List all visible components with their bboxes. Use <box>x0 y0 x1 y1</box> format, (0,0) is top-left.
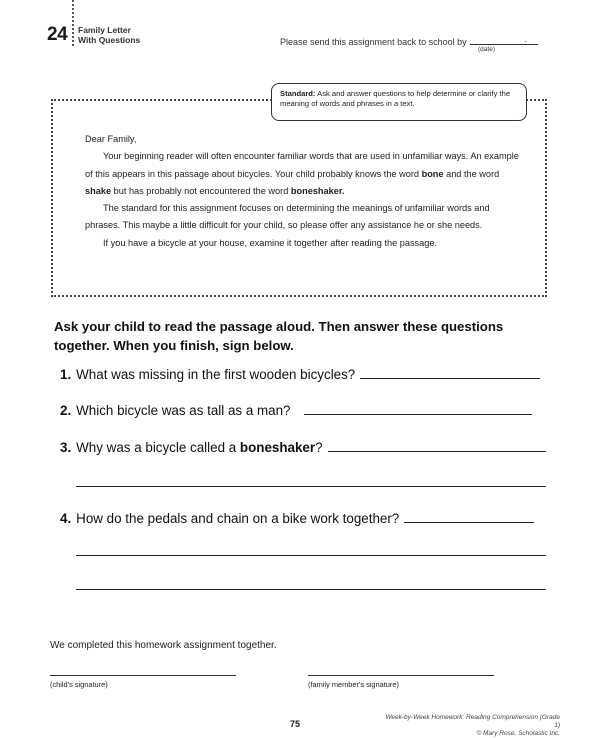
question-2 <box>60 403 532 418</box>
letter-p1-text-c: but has probably not encountered the word <box>111 185 291 196</box>
lesson-number: 24 <box>47 24 68 45</box>
credits <box>382 714 560 738</box>
letter-paragraph-1 <box>85 148 525 200</box>
standard-label: Standard: <box>280 89 316 98</box>
question-3-text-a: Why was a bicycle called a <box>76 440 240 455</box>
child-signature-label: (child's signature) <box>50 680 108 689</box>
letter-p1-text-a: Your beginning reader will often encounter familiar words that are used in unfamiliar ways. An example of this appears in this passage about bicycles. Your child probably knows the word <box>85 151 519 179</box>
word-boneshaker: boneshaker. <box>290 185 345 196</box>
letter-greeting: Dear Family, <box>85 134 137 144</box>
send-back-text: Please send this assignment back to school by <box>280 37 467 47</box>
question-3-bold-word: boneshaker <box>239 440 316 455</box>
header-divider <box>72 0 74 46</box>
instructions: Ask your child to read the passage aloud. Then answer these questions together. When you finish, sign below. <box>54 319 504 353</box>
question-3-number: 3. <box>60 440 72 455</box>
question-2-answer-line[interactable] <box>304 403 532 415</box>
lesson-title-line2: With Questions <box>78 35 141 45</box>
family-letter <box>85 131 525 252</box>
question-3-answer-line-2[interactable] <box>76 486 546 487</box>
question-4-number: 4. <box>60 511 72 526</box>
question-1-answer-line[interactable] <box>360 367 540 379</box>
letter-p1-text-b: and the word <box>443 168 500 179</box>
question-4-answer-line[interactable] <box>404 511 534 523</box>
question-3-text-b: ? <box>315 440 323 455</box>
standard-text: Ask and answer questions to help determine or clarify the meaning of words and phrases in a text. <box>280 89 511 108</box>
page-number: 75 <box>290 719 301 729</box>
question-1 <box>60 367 540 382</box>
letter-paragraph-3: If you have a bicycle at your house, examine it together after reading the passage. <box>103 237 438 248</box>
word-bone: bone <box>421 168 444 179</box>
credit-line-1: Week-by-Week Homework: Reading Comprehension (Grade 1) <box>385 714 560 729</box>
lesson-title-line1: Family Letter <box>78 25 131 35</box>
date-label: (date) <box>478 46 495 53</box>
lesson-title <box>78 25 140 45</box>
completion-statement: We completed this homework assignment together. <box>50 640 277 651</box>
question-2-number: 2. <box>60 403 72 418</box>
question-1-text: What was missing in the first wooden bicycles? <box>76 367 356 382</box>
credit-line-2: © Mary Rose, Scholastic Inc. <box>476 730 560 737</box>
question-4 <box>60 511 534 526</box>
child-signature-line[interactable] <box>50 675 236 676</box>
date-input-line[interactable] <box>470 36 538 45</box>
family-signature-label: (family member's signature) <box>308 680 399 689</box>
family-signature-line[interactable] <box>308 675 494 676</box>
question-4-text: How do the pedals and chain on a bike work together? <box>76 511 400 526</box>
send-back-period: . <box>524 34 527 44</box>
letter-paragraph-2: The standard for this assignment focuses on determining the meanings of unfamiliar words and phrases. This maybe a little difficult for your child, so please offer any assistance he or she needs. <box>85 203 490 231</box>
question-4-answer-line-3[interactable] <box>76 589 546 590</box>
question-3 <box>60 440 546 455</box>
word-shake: shake <box>85 185 112 196</box>
question-3-answer-line[interactable] <box>328 440 546 452</box>
question-4-answer-line-2[interactable] <box>76 555 546 556</box>
question-1-number: 1. <box>60 367 72 382</box>
send-back-instruction <box>280 36 538 47</box>
question-2-text: Which bicycle was as tall as a man? <box>76 403 291 418</box>
standard-box <box>271 83 527 121</box>
